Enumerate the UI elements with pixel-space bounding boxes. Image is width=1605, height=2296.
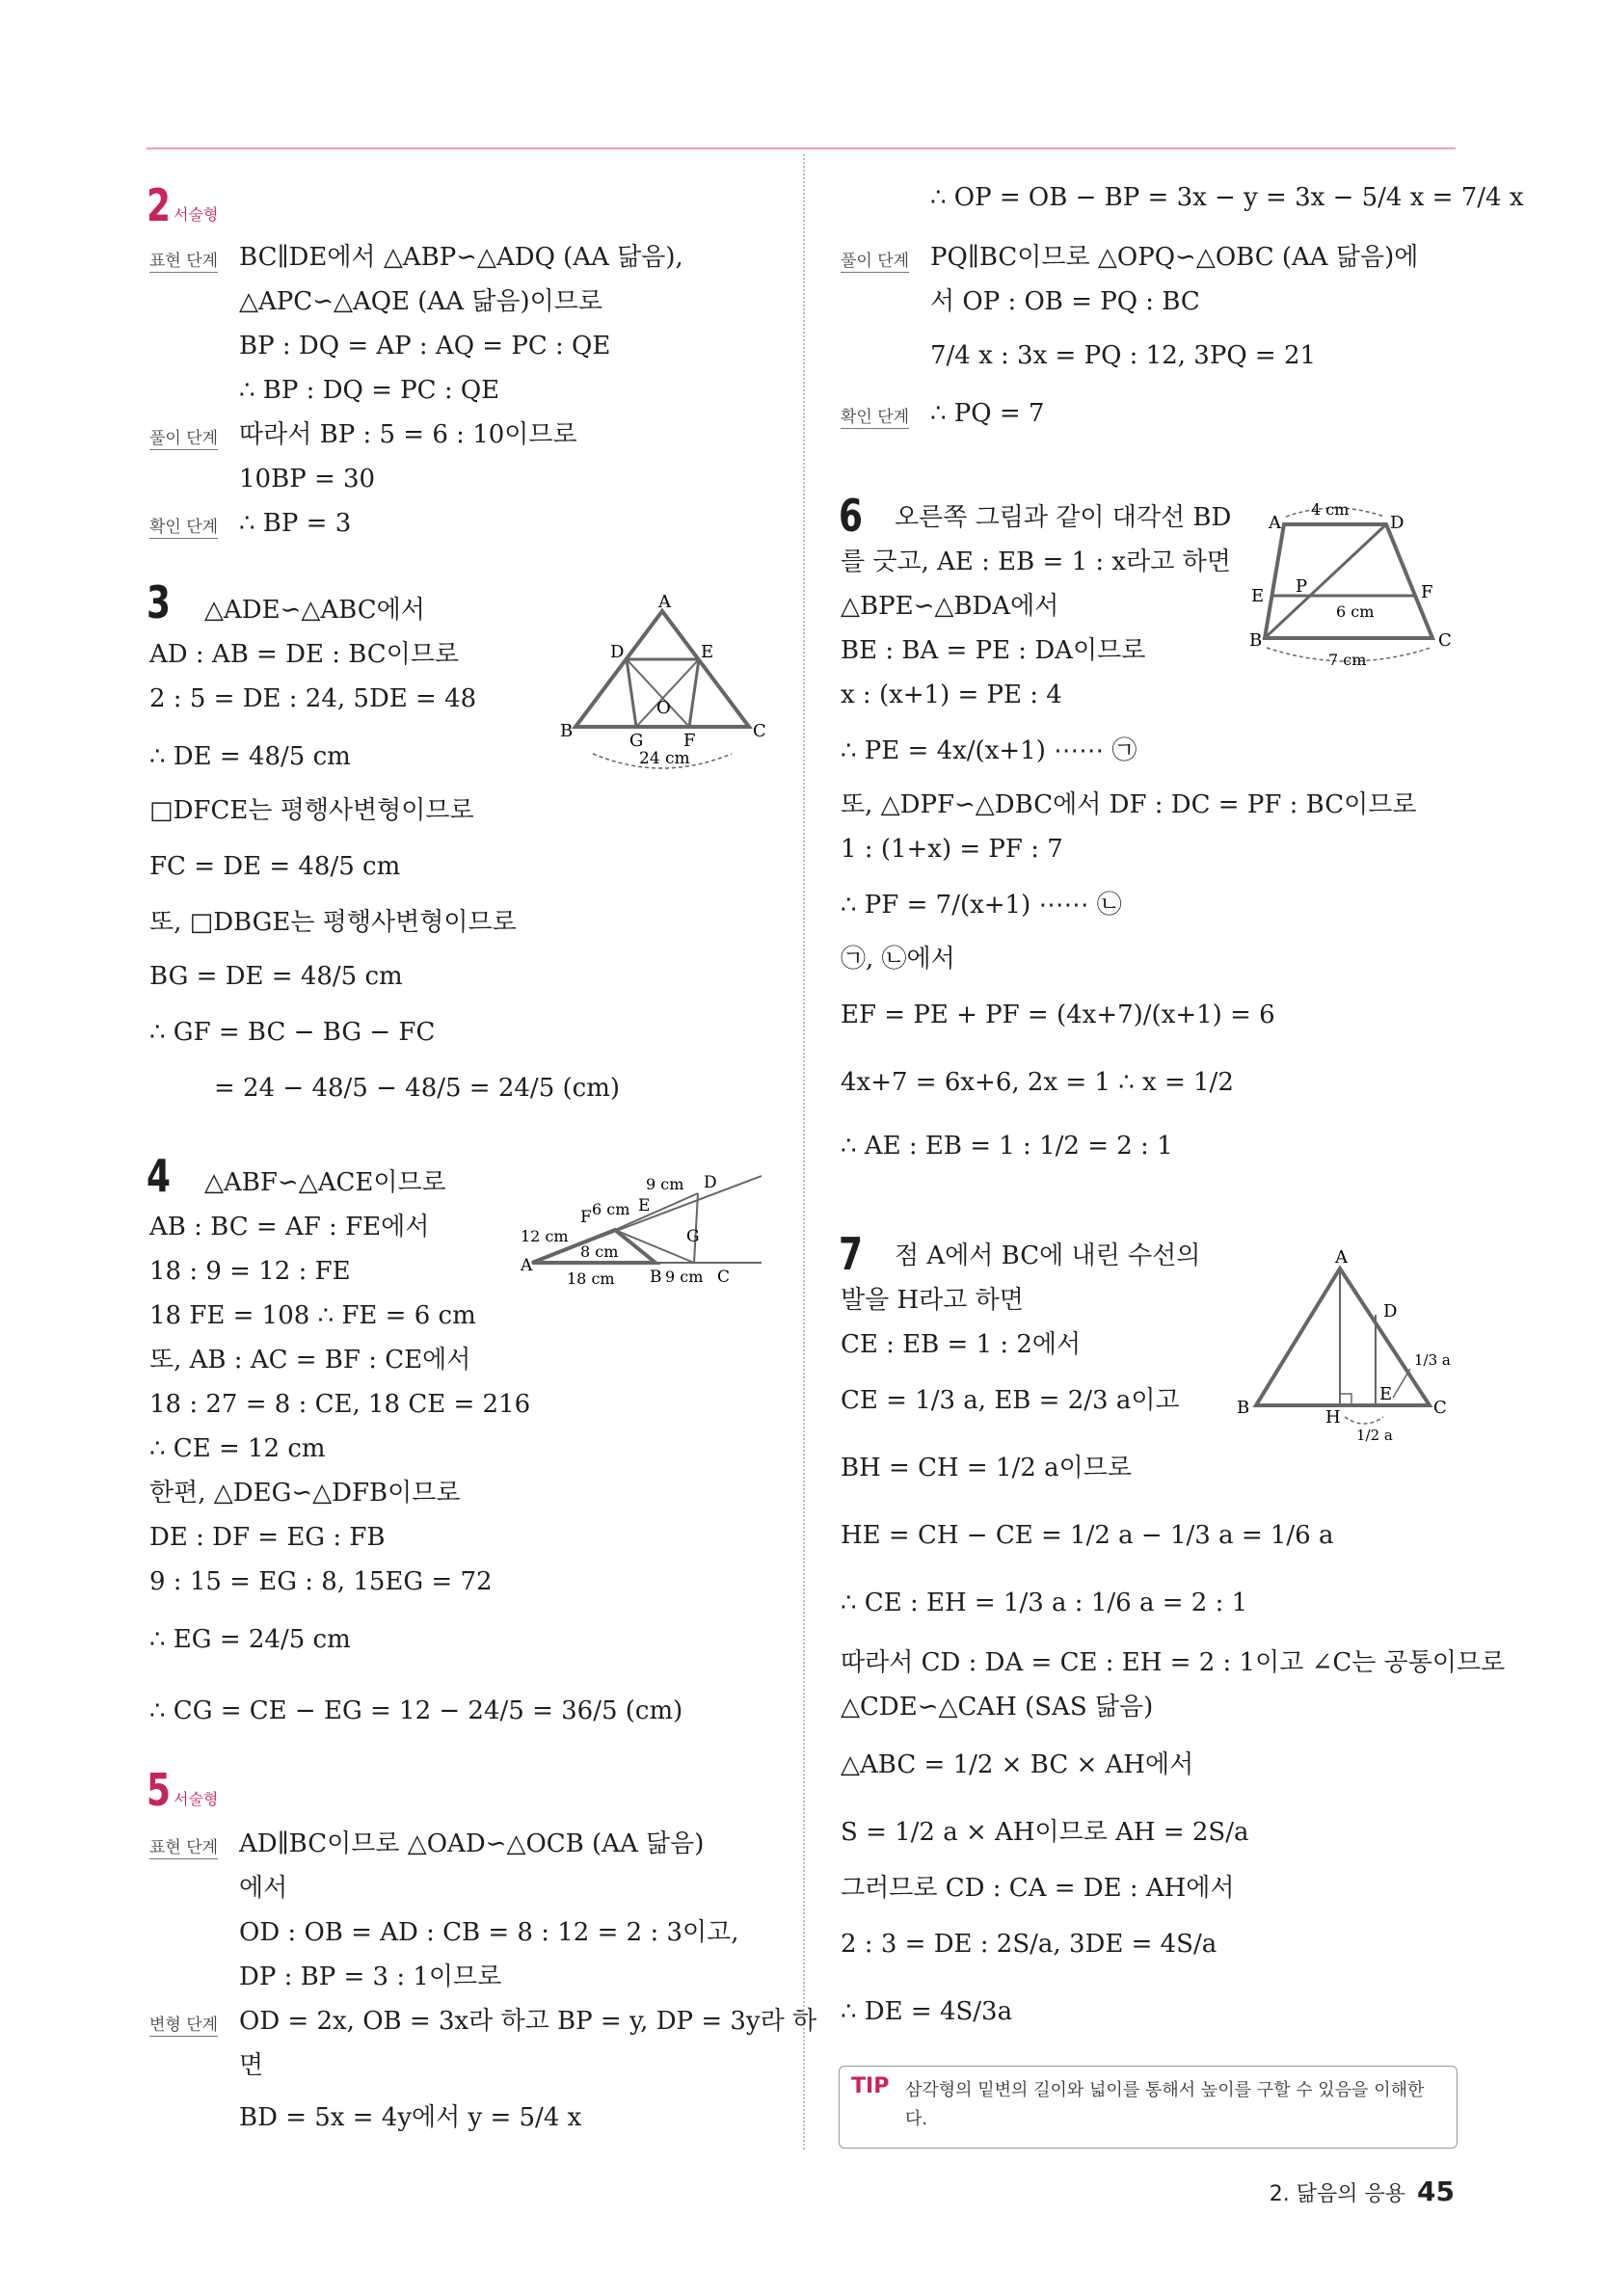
solution-line: ∴ DE = 48/5 cm: [149, 742, 351, 771]
vertex-label: A: [1335, 1247, 1348, 1268]
solution-line: CE : EB = 1 : 2에서: [841, 1330, 1082, 1359]
solution-line: △ABF∽△ACE이므로: [204, 1168, 446, 1197]
problem-5-tag: 서술형: [174, 1790, 219, 1808]
solution-line: ∴ PQ = 7: [930, 399, 1045, 428]
solution-line: 발을 H라고 하면: [841, 1286, 1024, 1315]
solution-line: △APC∽△AQE (AA 닮음)이므로: [239, 287, 602, 316]
page-number: 45: [1417, 2176, 1455, 2207]
solution-line: 또, □DBGE는 평행사변형이므로: [149, 908, 517, 937]
vertex-label: C: [1433, 1398, 1447, 1418]
solution-line: △CDE∽△CAH (SAS 닮음): [841, 1693, 1154, 1722]
solution-line: ∴ PF = 7/(x+1) ⋯⋯ ㉡: [841, 891, 1122, 920]
vertex-label: C: [1438, 630, 1452, 651]
length-label: 1/3 a: [1414, 1351, 1451, 1369]
solution-line: △ABC = 1/2 × BC × AH에서: [841, 1750, 1194, 1779]
triangle-figure-4: [521, 1166, 771, 1292]
vertex-label: C: [717, 1268, 731, 1287]
column-divider: [803, 154, 805, 2149]
vertex-label: G: [686, 1227, 700, 1246]
vertex-label: B: [560, 721, 574, 741]
vertex-label: D: [610, 642, 625, 662]
solution-line: BH = CH = 1/2 a이므로: [841, 1454, 1132, 1482]
page-footer: [1270, 2176, 1455, 2207]
vertex-label: A: [658, 592, 671, 612]
solution-line: HE = CH − CE = 1/2 a − 1/3 a = 1/6 a: [841, 1521, 1334, 1550]
solution-line: = 24 − 48/5 − 48/5 = 24/5 (cm): [214, 1074, 621, 1103]
solution-line: 7/4 x : 3x = PQ : 12, 3PQ = 21: [930, 341, 1317, 370]
solution-line: BC∥DE에서 △ABP∽△ADQ (AA 닮음),: [239, 243, 683, 272]
top-rule: [147, 147, 1456, 149]
solution-line: 오른쪽 그림과 같이 대각선 BD: [895, 503, 1232, 532]
solution-line: FC = DE = 48/5 cm: [149, 852, 401, 881]
solution-line: 점 A에서 BC에 내린 수선의: [895, 1241, 1201, 1270]
solution-line: AB : BC = AF : FE에서: [149, 1213, 430, 1241]
problem-4-number: 4: [147, 1150, 171, 1202]
vertex-label: E: [638, 1196, 651, 1215]
vertex-label: A: [521, 1256, 533, 1275]
problem-7-number: 7: [839, 1228, 863, 1280]
trapezoid-figure-6: [1242, 495, 1458, 669]
triangle-figure-7: [1229, 1243, 1460, 1446]
vertex-label: O: [656, 698, 671, 718]
tip-box: [839, 2066, 1458, 2149]
vertex-label: F: [1421, 582, 1433, 602]
solution-line: ∴ EG = 24/5 cm: [149, 1625, 351, 1654]
solution-line: ∴ CE = 12 cm: [149, 1434, 326, 1463]
solution-line: 10BP = 30: [239, 465, 376, 494]
solution-line: ∴ GF = BC − BG − FC: [149, 1018, 436, 1047]
step-label: 풀이 단계: [841, 247, 909, 273]
solution-line: ∴ BP = 3: [239, 509, 352, 538]
vertex-label: D: [1390, 513, 1404, 533]
solution-line: ㉠, ㉡에서: [841, 945, 955, 974]
solution-line: ∴ CE : EH = 1/3 a : 1/6 a = 2 : 1: [841, 1589, 1248, 1617]
solution-line: OD : OB = AD : CB = 8 : 12 = 2 : 3이고,: [239, 1918, 739, 1947]
solution-line: 18 : 27 = 8 : CE, 18 CE = 216: [149, 1390, 531, 1419]
vertex-label: G: [629, 731, 644, 751]
step-label: 확인 단계: [149, 513, 218, 539]
solution-line: △ADE∽△ABC에서: [204, 596, 425, 625]
vertex-label: A: [1269, 513, 1281, 533]
solution-line: ∴ OP = OB − BP = 3x − y = 3x − 5/4 x = 7/4 x: [930, 183, 1524, 212]
solution-line: 4x+7 = 6x+6, 2x = 1 ∴ x = 1/2: [841, 1068, 1234, 1097]
solution-line: 서 OP : OB = PQ : BC: [930, 287, 1200, 316]
solution-line: 에서: [239, 1874, 288, 1903]
solution-line: 따라서 BP : 5 = 6 : 10이므로: [239, 420, 577, 449]
vertex-label: P: [1296, 576, 1308, 597]
problem-6-number: 6: [839, 490, 863, 542]
length-label: 4 cm: [1311, 500, 1350, 519]
solution-line: 면: [239, 2051, 264, 2080]
length-label: 6 cm: [1336, 602, 1375, 621]
length-label: 6 cm: [592, 1200, 630, 1218]
length-label: 8 cm: [580, 1242, 619, 1261]
solution-line: ∴ AE : EB = 1 : 1/2 = 2 : 1: [841, 1132, 1173, 1161]
vertex-label: D: [1383, 1301, 1398, 1322]
tip-label: TIP: [851, 2074, 890, 2098]
solution-line: AD : AB = DE : BC이므로: [149, 640, 460, 669]
length-label: 1/2 a: [1356, 1427, 1393, 1444]
chapter-title: 2. 닮음의 응용: [1269, 2182, 1406, 2206]
vertex-label: D: [704, 1173, 717, 1192]
solution-line: △BPE∽△BDA에서: [841, 592, 1059, 621]
solution-line: 따라서 CD : DA = CE : EH = 2 : 1이고 ∠C는 공통이므로: [841, 1648, 1506, 1677]
vertex-label: E: [1379, 1384, 1393, 1404]
step-label: 풀이 단계: [149, 424, 218, 450]
solution-line: ∴ BP : DQ = PC : QE: [239, 376, 500, 405]
solution-line: BD = 5x = 4y에서 y = 5/4 x: [239, 2103, 582, 2132]
solution-line: 또, AB : AC = BF : CE에서: [149, 1346, 471, 1375]
vertex-label: B: [650, 1268, 662, 1287]
problem-3-number: 3: [147, 576, 171, 628]
length-label: 7 cm: [1328, 651, 1367, 669]
solution-line: S = 1/2 a × AH이므로 AH = 2S/a: [841, 1818, 1249, 1847]
step-label: 표현 단계: [149, 1833, 218, 1859]
solution-line: 한편, △DEG∽△DFB이므로: [149, 1479, 461, 1508]
problem-2-tag: 서술형: [174, 205, 219, 224]
tip-text: 삼각형의 밑변의 길이와 넓이를 통해서 높이를 구할 수 있음을 이해한다.: [905, 2080, 1425, 2129]
solution-line: □DFCE는 평행사변형이므로: [149, 796, 474, 825]
vertex-label: F: [683, 731, 696, 751]
solution-line: BG = DE = 48/5 cm: [149, 962, 403, 991]
solution-line: 그러므로 CD : CA = DE : AH에서: [841, 1874, 1235, 1903]
step-label: 표현 단계: [149, 247, 218, 273]
solution-line: AD∥BC이므로 △OAD∽△OCB (AA 닮음): [239, 1829, 705, 1858]
vertex-label: B: [1249, 630, 1263, 651]
length-label: 9 cm: [646, 1175, 684, 1193]
vertex-label: B: [1237, 1398, 1250, 1418]
solution-line: 2 : 5 = DE : 24, 5DE = 48: [149, 684, 477, 713]
vertex-label: E: [1251, 586, 1265, 606]
solution-line: PQ∥BC이므로 △OPQ∽△OBC (AA 닮음)에: [930, 243, 1419, 272]
length-label: 24 cm: [639, 749, 690, 768]
solution-line: x : (x+1) = PE : 4: [841, 681, 1062, 709]
step-label: 변형 단계: [149, 2011, 218, 2037]
solution-line: OD = 2x, OB = 3x라 하고 BP = y, DP = 3y라 하: [239, 2007, 817, 2036]
vertex-label: H: [1325, 1407, 1341, 1428]
solution-line: EF = PE + PF = (4x+7)/(x+1) = 6: [841, 1001, 1275, 1029]
solution-line: 를 긋고, AE : EB = 1 : x라고 하면: [841, 547, 1231, 576]
solution-line: 또, △DPF∽△DBC에서 DF : DC = PF : BC이므로: [841, 790, 1417, 819]
step-label: 확인 단계: [841, 403, 909, 429]
solution-line: 18 : 9 = 12 : FE: [149, 1257, 351, 1286]
solution-line: BP : DQ = AP : AQ = PC : QE: [239, 332, 611, 360]
length-label: 12 cm: [521, 1227, 569, 1245]
vertex-label: F: [580, 1208, 592, 1227]
length-label: 18 cm: [567, 1269, 615, 1288]
vertex-label: E: [701, 642, 714, 662]
solution-line: ∴ CG = CE − EG = 12 − 24/5 = 36/5 (cm): [149, 1696, 683, 1725]
problem-2-number: 2: [147, 179, 171, 231]
solution-line: DE : DF = EG : FB: [149, 1523, 386, 1552]
length-label: 9 cm: [665, 1268, 704, 1286]
solution-line: BE : BA = PE : DA이므로: [841, 636, 1146, 665]
solution-line: 2 : 3 = DE : 2S/a, 3DE = 4S/a: [841, 1930, 1217, 1959]
triangle-figure-3: [554, 590, 771, 773]
solution-line: ∴ PE = 4x/(x+1) ⋯⋯ ㉠: [841, 736, 1137, 765]
solution-line: CE = 1/3 a, EB = 2/3 a이고: [841, 1386, 1180, 1415]
solution-line: 18 FE = 108 ∴ FE = 6 cm: [149, 1301, 476, 1330]
solution-line: 1 : (1+x) = PF : 7: [841, 835, 1063, 864]
problem-5-number: 5: [147, 1764, 171, 1816]
solution-line: DP : BP = 3 : 1이므로: [239, 1962, 502, 1991]
vertex-label: C: [753, 721, 766, 741]
solution-line: 9 : 15 = EG : 8, 15EG = 72: [149, 1567, 493, 1596]
solution-line: ∴ DE = 4S/3a: [841, 1997, 1013, 2026]
